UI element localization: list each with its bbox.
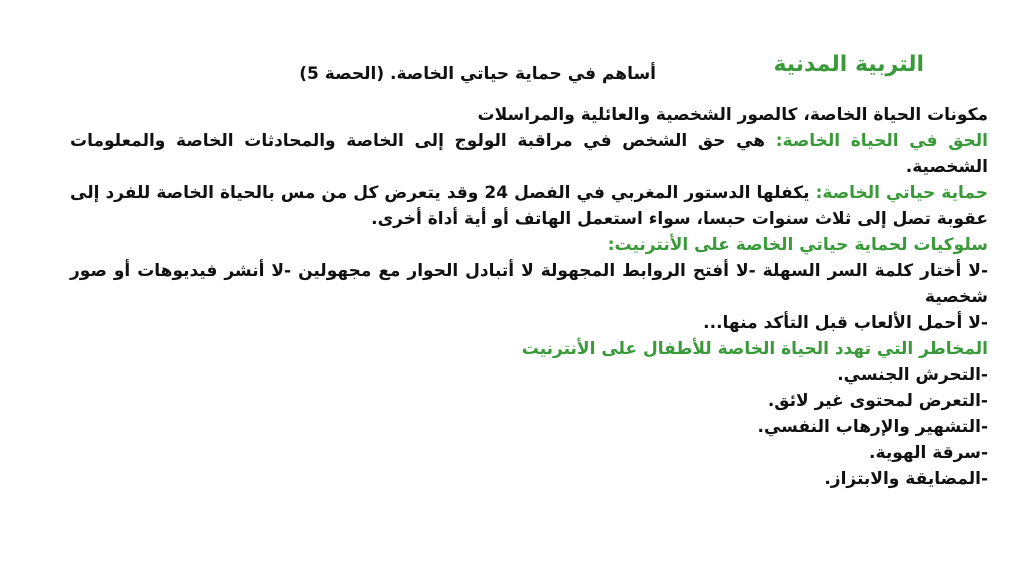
definition-paragraph (70, 128, 988, 180)
behaviors-heading: سلوكيات لحماية حياتي الخاصة على الأنترنيت: (607, 235, 988, 255)
definition-text: هي حق الشخص في مراقبة الولوج إلى الخاصة والمحادثات الخاصة والمعلومات الشخصية. (70, 131, 988, 177)
protection-paragraph (70, 180, 988, 232)
danger-item: -التعرض لمحتوى غير لائق. (767, 391, 988, 411)
lesson-title: أساهم في حماية حياتي الخاصة. (الحصة 5) (299, 64, 656, 84)
danger-item: -المضايقة والابتزاز. (824, 469, 988, 489)
danger-item: -التحرش الجنسي. (837, 365, 988, 385)
danger-item: -سرقة الهوية. (869, 443, 988, 463)
intro-line: مكونات الحياة الخاصة، كالصور الشخصية والعائلية والمراسلات (477, 105, 988, 125)
subject-title: التربية المدنية (773, 52, 924, 77)
behaviors-line-2: -لا أحمل الألعاب قبل التأكد منها... (703, 313, 988, 333)
protection-text: يكفلها الدستور المغربي في الفصل 24 وقد يتعرض كل من مس بالحياة الخاصة للفرد إلى عقوبة تصل إلى ثلاث سنوات حبسا، سواء استعمل الهاتف أو أية أداة أخرى. (70, 183, 988, 229)
lesson-body (70, 102, 988, 492)
danger-item: -التشهير والإرهاب النفسي. (757, 417, 988, 437)
behaviors-line-1: -لا أختار كلمة السر السهلة -لا أفتح الروابط المجهولة لا أتبادل الحوار مع مجهولين -لا أنشر فيديوهات أو صور شخصية (70, 261, 988, 307)
definition-term: الحق في الحياة الخاصة: (775, 131, 988, 151)
dangers-list (70, 362, 988, 492)
dangers-heading: المخاطر التي تهدد الحياة الخاصة للأطفال على الأنترنيت (521, 339, 988, 359)
protection-term: حماية حياتي الخاصة: (815, 183, 988, 203)
